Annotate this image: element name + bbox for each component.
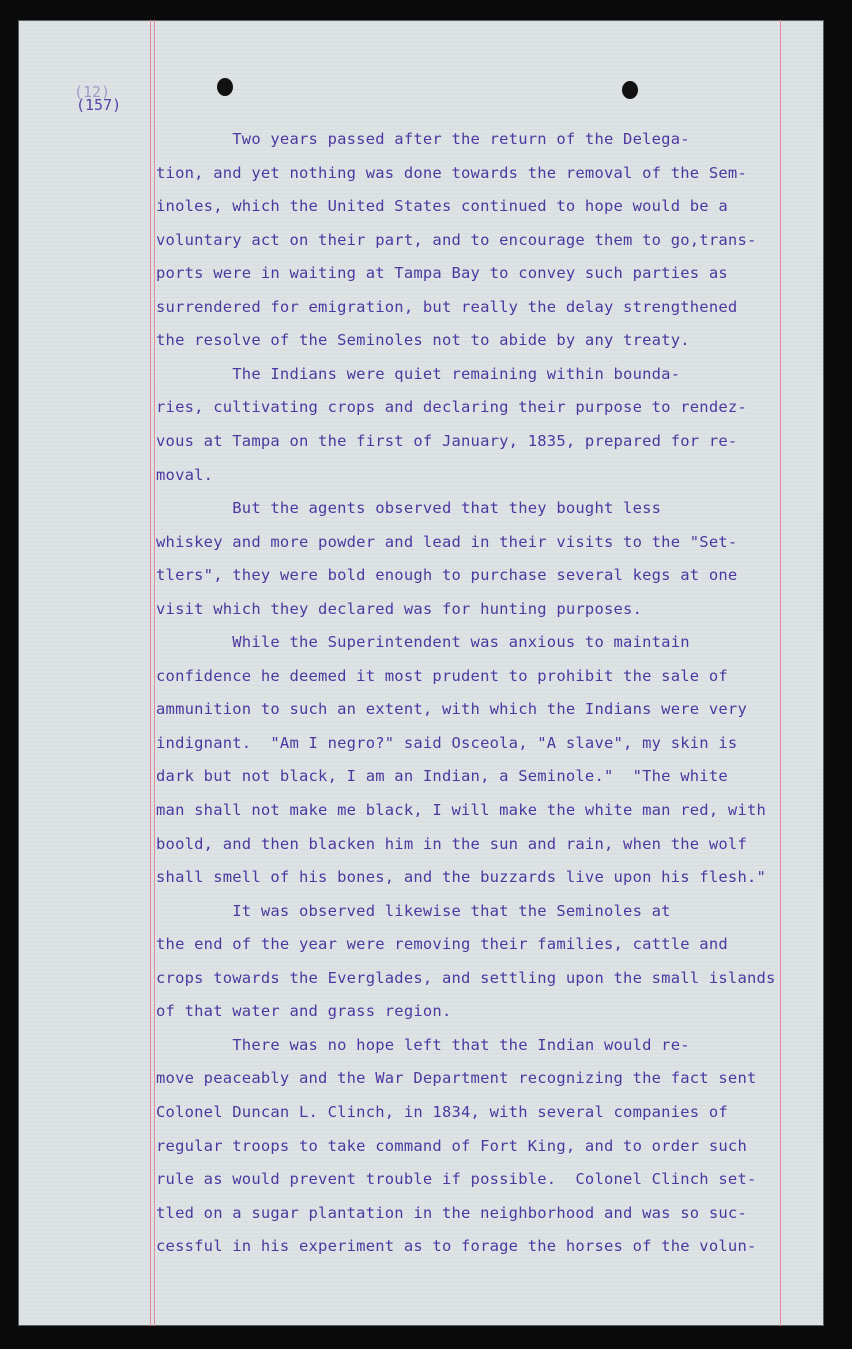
text-line: inoles, which the United States continued to hope would be a [156,197,728,216]
text-line: surrendered for emigration, but really the delay strengthened [156,297,738,316]
old-page-number: (12) [74,83,111,101]
text-line: Colonel Duncan L. Clinch, in 1834, with several companies of [156,1102,728,1121]
text-line: the end of the year were removing their families, cattle and [156,935,728,954]
text-line: confidence he deemed it most prudent to prohibit the sale of [156,666,728,685]
document-page [18,20,824,1326]
text-line: But the agents observed that they bought less [156,499,662,518]
text-line: boold, and then blacken him in the sun and rain, when the wolf [156,834,747,853]
right-margin-line [780,20,781,1326]
text-line: regular troops to take command of Fort King, and to order such [156,1136,747,1155]
text-line: vous at Tampa on the first of January, 1835, prepared for re- [156,431,738,450]
text-line: dark but not black, I am an Indian, a Seminole." "The white [156,767,728,786]
text-line: cessful in his experiment as to forage the horses of the volun- [156,1237,757,1256]
text-line: voluntary act on their part, and to encourage them to go,trans- [156,230,757,249]
text-line: crops towards the Everglades, and settling upon the small islands [156,968,776,987]
punch-hole-left [217,78,233,96]
text-line: It was observed likewise that the Seminoles at [156,901,671,920]
text-line: tled on a sugar plantation in the neighborhood and was so suc- [156,1203,747,1222]
text-line: man shall not make me black, I will make the white man red, with [156,801,767,819]
text-line: ammunition to such an extent, with which the Indians were very [156,700,747,719]
text-line: There was no hope left that the Indian would re- [156,1035,690,1054]
text-line: tion, and yet nothing was done towards the removal of the Sem- [156,163,747,182]
left-margin-line-inner [154,20,155,1326]
text-line: While the Superintendent was anxious to maintain [156,633,690,652]
text-line: Two years passed after the return of the Delega- [156,130,690,148]
left-margin-line [150,20,151,1326]
text-line: move peaceably and the War Department recognizing the fact sent [156,1069,757,1088]
text-line: of that water and grass region. [156,1002,452,1021]
text-line: shall smell of his bones, and the buzzards live upon his flesh." [156,868,767,887]
text-line: The Indians were quiet remaining within bounda- [156,364,681,383]
text-line: rule as would prevent trouble if possible. Colonel Clinch set- [156,1170,757,1189]
text-line: ries, cultivating crops and declaring their purpose to rendez- [156,398,747,417]
page-number: (157) [76,96,122,114]
punch-hole-right [622,81,638,99]
text-line: indignant. "Am I negro?" said Osceola, "A slave", my skin is [156,733,738,752]
text-line: tlers", they were bold enough to purchase several kegs at one [156,566,738,585]
text-line: whiskey and more powder and lead in their visits to the "Set- [156,532,738,551]
text-line: the resolve of the Seminoles not to abide by any treaty. [156,331,690,350]
text-line: visit which they declared was for hunting purposes. [156,599,643,618]
text-line: ports were in waiting at Tampa Bay to convey such parties as [156,264,728,283]
text-line: moval. [156,465,214,484]
